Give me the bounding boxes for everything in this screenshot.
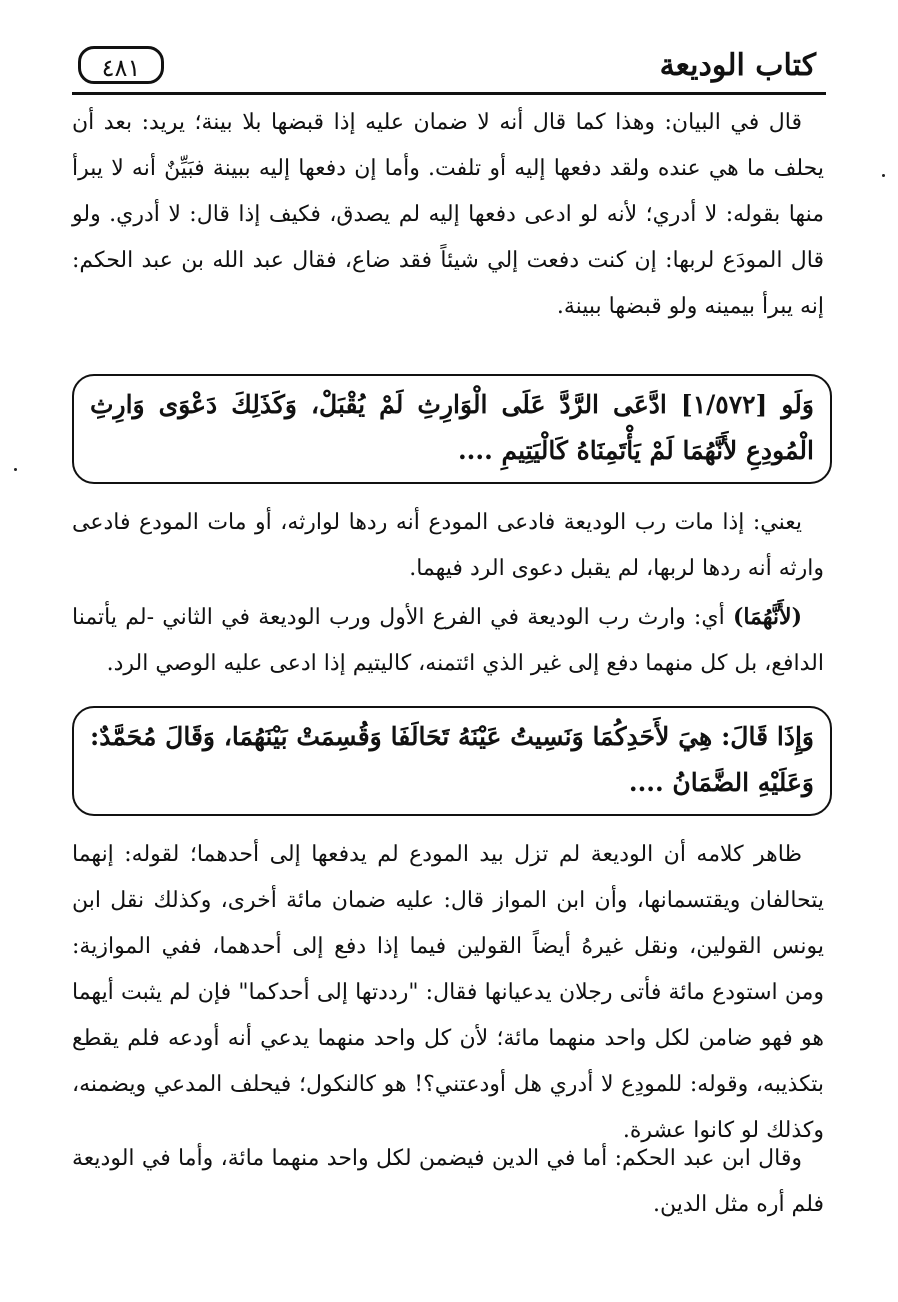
commentary-paragraph-1: قال في البيان: وهذا كما قال أنه لا ضمان عليه إذا قبضها بلا بينة؛ يريد: بعد أن يحلف ما هي عنده ولقد دفعها إليه أو تلفت. وأما إن دفعها إليه ببينة فبَيِّنٌ أنه لا يبرأ منها بقوله: لا أدري؛ لأنه لو ادعى دفعها إليه لم يصدق، فكيف إذا قال: لا أدري. ولو قال المودَع لربها: إن كنت دفعت إلي شيئاً فقد ضاع، فقال عبد الله بن عبد الحكم: إنه يبرأ بيمينه ولو قبضها ببينة. xyxy=(72,110,824,319)
commentary-paragraph-5: وقال ابن عبد الحكم: أما في الدين فيضمن لكل واحد منهما مائة، وأما في الوديعة فلم أره مثل الدين. xyxy=(72,1146,824,1217)
header-divider xyxy=(72,92,826,95)
margin-speck xyxy=(882,174,885,177)
page-number: ٤٨١ xyxy=(78,46,164,84)
commentary-paragraph-4: ظاهر كلامه أن الوديعة لم تزل بيد المودع لم يدفعها إلى أحدهما؛ لقوله: إنهما يتحالفان ويقتسمانها، وأن ابن المواز قال: عليه ضمان مائة أخرى، وكذلك نقل ابن يونس القولين، ونقل غيرهُ أيضاً القولين فيما إذا دفع إلى أحدهما، ففي الموازية: ومن استودع مائة فأتى رجلان يدعيانها فقال: "رددتها إلى أحدكما" فإن لم يثبت أيهما هو فهو ضامن لكل واحد منهما مائة؛ لأن كل واحد منهما يدعي أنه أودعه فلم يقطع بتكذيبه، وقوله: للمودِع لا أدري هل أودعتني؟! هو كالنكول؛ فيحلف المدعي ويضمنه، وكذلك لو كانوا عشرة. xyxy=(72,842,825,1143)
chapter-title: كتاب الوديعة xyxy=(659,48,816,83)
commentary-paragraph-2: يعني: إذا مات رب الوديعة فادعى المودع أنه ردها لوارثه، أو مات المودع فادعى وارثه أنه ردها لربها، لم يقبل دعوى الرد فيهما. xyxy=(72,510,824,581)
quoted-term: (لأَنَّهُمَا) xyxy=(732,604,802,630)
page-header xyxy=(72,42,824,92)
commentary-paragraph-3 xyxy=(72,594,824,687)
margin-speck xyxy=(14,468,17,471)
matn-text-2: وَإِذَا قَالَ: هِيَ لأَحَدِكُمَا وَنَسِيتُ عَيْنَهُ تَحَالَفَا وَقُسِمَتْ بَيْنَهُمَا، وَقَالَ مُحَمَّدٌ: وَعَلَيْهِ الضَّمَانُ .... xyxy=(90,722,814,797)
matn-box-2 xyxy=(72,706,832,816)
term-explanation: أي: وارث رب الوديعة في الفرع الأول ورب الوديعة في الثاني -لم يأتمنا الدافع، بل كل منهما دفع إلى غير الذي ائتمنه، كاليتيم إذا ادعى عليه الوصي الرد. xyxy=(72,605,824,676)
matn-box-1 xyxy=(72,374,832,484)
matn-text-1: وَلَو [١/٥٧٢] ادَّعَى الرَّدَّ عَلَى الْوَارِثِ لَمْ يُقْبَلْ، وَكَذَلِكَ دَعْوَى وَارِثِ الْمُودِعِ لأَنَّهُمَا لَمْ يَأْتَمِنَاهُ كَالْيَتِيمِ .... xyxy=(90,390,814,465)
